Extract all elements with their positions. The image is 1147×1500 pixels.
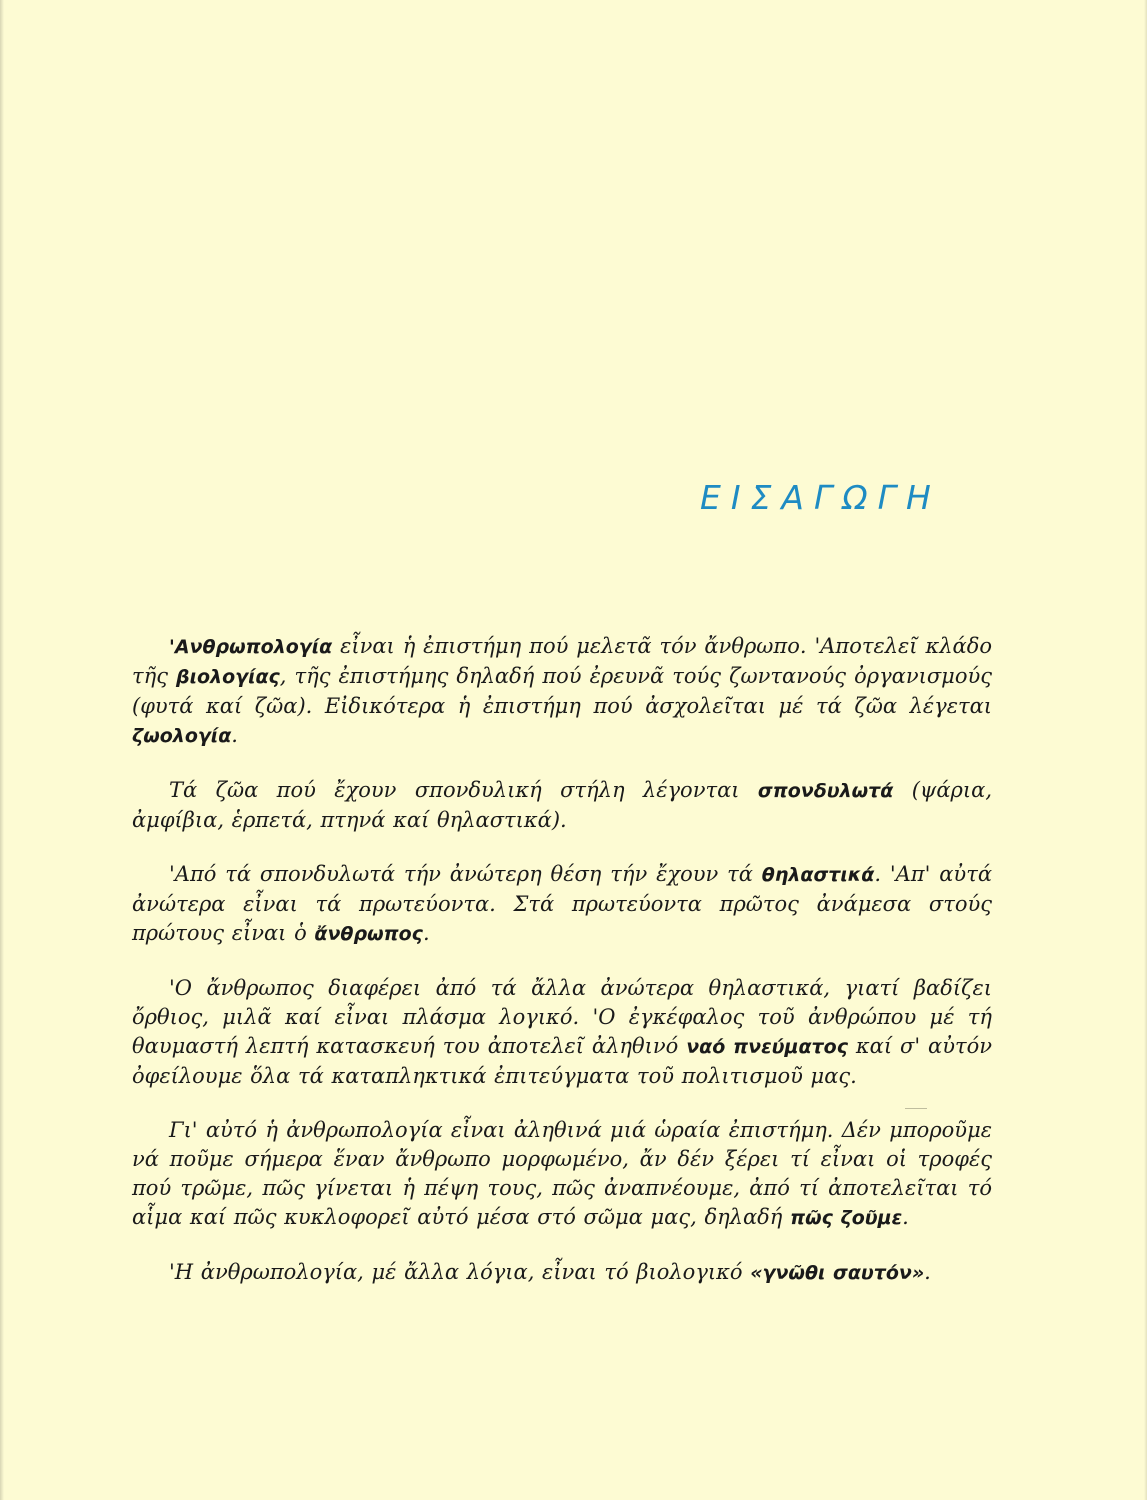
term-mammals: θηλαστικά (761, 864, 875, 886)
term-anthropology: 'Ανθρωπολογία (169, 636, 333, 658)
paragraph-know-thyself (132, 1258, 992, 1288)
paragraph-text: 'Η ἀνθρωπολογία, μέ ἄλλα λόγια, εἶναι τό βιολογικό (169, 1260, 751, 1284)
paragraph-vertebrates (132, 776, 992, 835)
paragraph-text: Τά ζῶα πού ἔχουν σπονδυλική στήλη λέγονται (169, 778, 758, 802)
paragraph-text: . (902, 1205, 909, 1229)
page-left-edge (0, 0, 4, 1500)
term-zoology: ζωολογία (132, 725, 232, 747)
paragraph-text: Γι' αὐτό ἡ ἀνθρωπολογία εἶναι ἀληθινά μιά ὡραία ἐπιστήμη. Δέν μποροῦμε νά ποῦμε σήμερα ἕναν ἄνθρωπο μορφωμένο, ἄν δέν ξέρει τί εἶναι οἱ τροφές πού τρῶμε, πῶς γίνεται ἡ πέψη τους, πῶς ἀναπνέουμε, ἀπό τί ἀποτελεῖται τό αἷμα καί πῶς κυκλοφορεῖ αὐτό μέσα στό σῶμα μας, δηλαδή (132, 1118, 992, 1229)
body-text (132, 632, 992, 1313)
paragraph-text: . (231, 723, 238, 747)
term-biology: βιολογίας (176, 666, 280, 688)
paragraph-anthropology-definition (132, 632, 992, 751)
term-how-we-live: πῶς ζοῦμε (790, 1207, 903, 1229)
paragraph-text: . (422, 921, 430, 945)
paragraph-text: (ψάρια, ἀμφίβια, ἑρπετά, πτηνά καί θηλαστικά). (132, 778, 992, 832)
paragraph-text: 'Από τά σπονδυλωτά τήν ἀνώτερη θέση τήν ἔχουν τά (169, 862, 762, 886)
paragraph-text: . (924, 1260, 931, 1284)
paragraph-text: καί σ' αὐτόν ὀφείλουμε ὅλα τά καταπληκτικά ἐπιτεύγματα τοῦ πολιτισμοῦ μας. (132, 1034, 992, 1088)
paragraph-why-anthropology (132, 1116, 992, 1233)
term-temple-of-spirit: ναό πνεύματος (686, 1036, 848, 1058)
chapter-heading: ΕΙΣΑΓΩΓΗ (700, 478, 941, 517)
term-vertebrates: σπονδυλωτά (757, 780, 894, 802)
term-human: ἄνθρωπος (314, 923, 423, 945)
paragraph-text: εἶναι ἡ ἐπιστήμη πού μελετᾶ τόν ἄνθρωπο. 'Αποτελεῖ κλάδο τῆς (132, 634, 992, 688)
scan-mark (905, 1108, 927, 1109)
paragraph-mammals (132, 860, 992, 949)
paragraph-text: , τῆς ἐπιστήμης δηλαδή πού ἐρευνᾶ τούς ζωντανούς ὀργανισμούς (φυτά καί ζῶα). Εἰδικότερα ἡ ἐπιστήμη πού ἀσχολεῖται μέ τά ζῶα λέγεται (132, 664, 992, 718)
term-know-thyself: «γνῶθι σαυτόν» (750, 1262, 925, 1284)
paragraph-text: . 'Απ' αὐτά ἀνώτερα εἶναι τά πρωτεύοντα. Στά πρωτεύοντα πρῶτος ἀνάμεσα στούς πρώτους εἶναι ὁ (132, 862, 992, 945)
paragraph-human-difference (132, 974, 992, 1091)
paragraph-text: 'Ο ἄνθρωπος διαφέρει ἀπό τά ἄλλα ἀνώτερα θηλαστικά, γιατί βαδίζει ὄρθιος, μιλᾶ καί εἶναι πλάσμα λογικό. 'Ο ἐγκέφαλος τοῦ ἀνθρώπου μέ τή θαυμαστή λεπτή κατασκευή του ἀποτελεῖ ἀληθινό (132, 976, 992, 1058)
